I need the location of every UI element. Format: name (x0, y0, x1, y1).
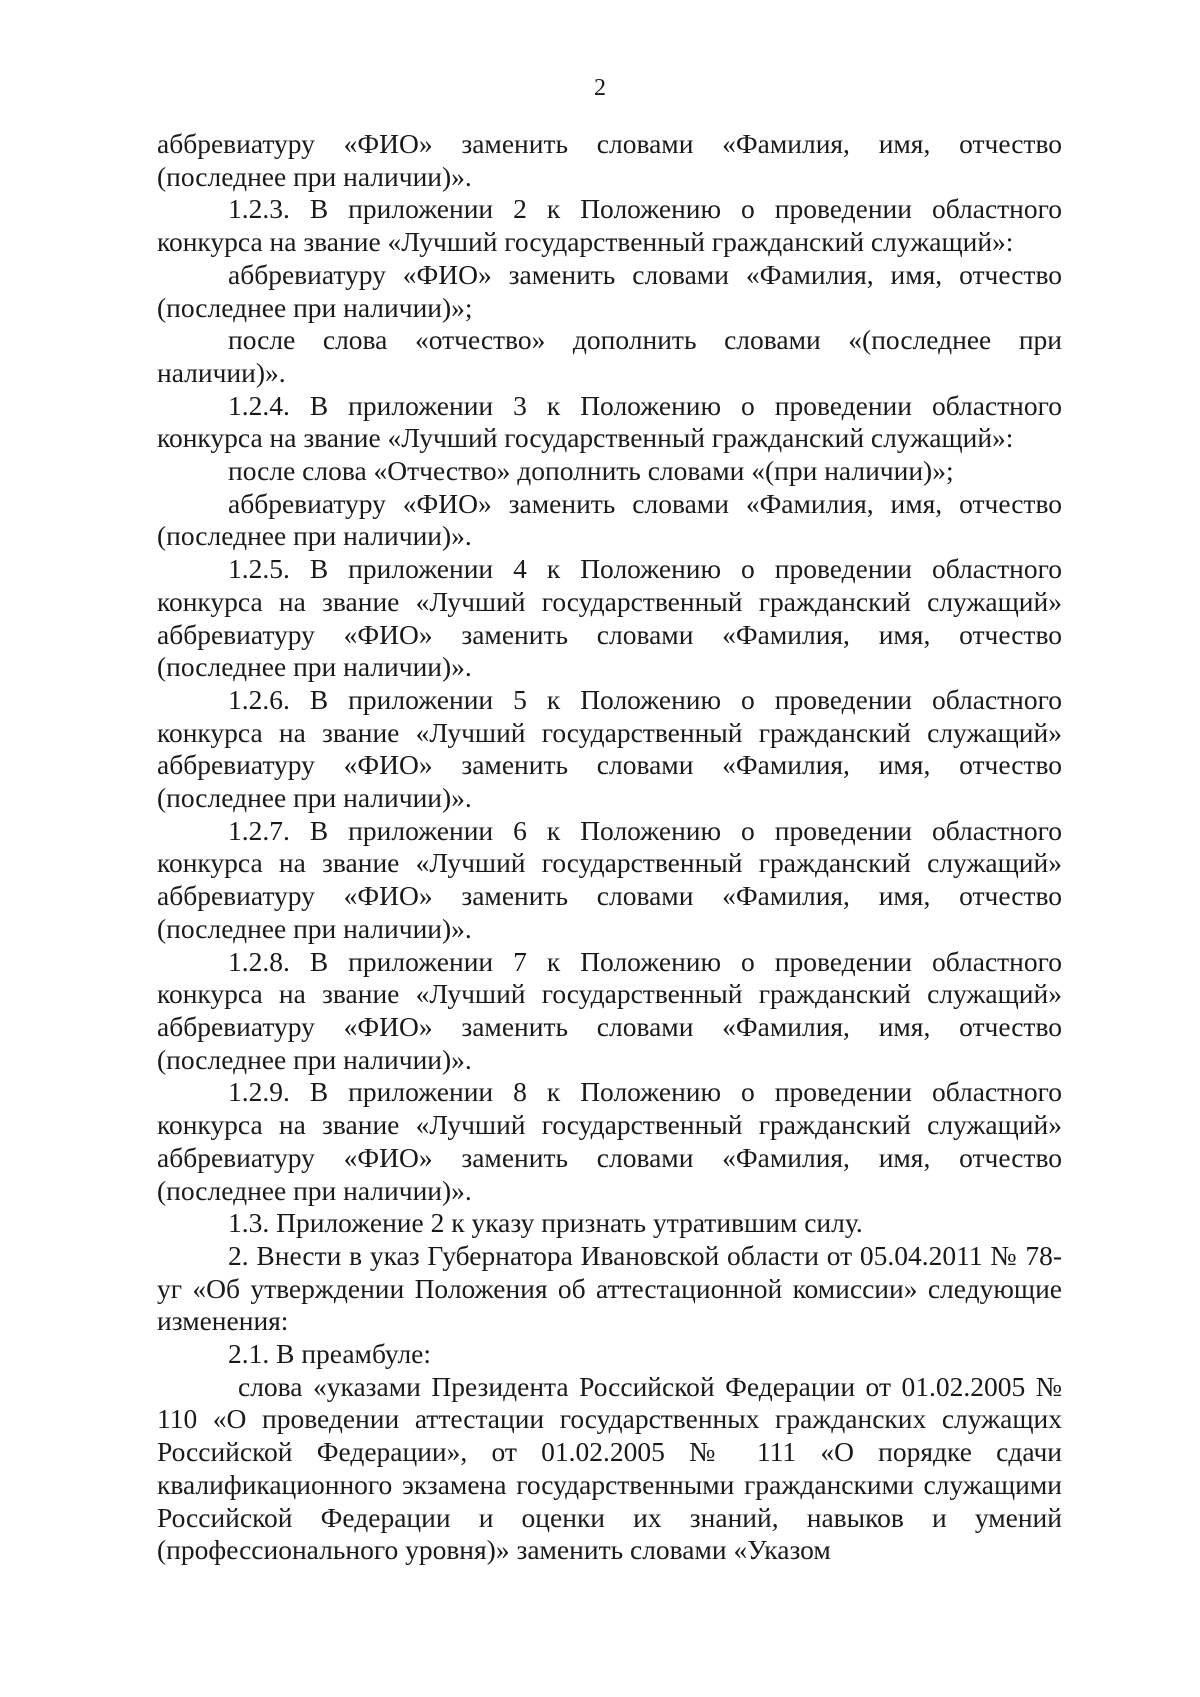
paragraph-1-2-4: 1.2.4. В приложении 3 к Положению о проведении областного конкурса на звание «Лучший государственный гражданский служащий»: (157, 389, 1062, 454)
paragraph-abbreviation-fio: аббревиатуру «ФИО» заменить словами «Фамилия, имя, отчество (последнее при наличии)»; (157, 258, 1062, 323)
page-number: 2 (594, 75, 606, 101)
paragraph-after-otchestvo-capital: после слова «Отчество» дополнить словами «(при наличии)»; (228, 455, 954, 487)
paragraph-1: аббревиатуру «ФИО» заменить словами «Фамилия, имя, отчество (последнее при наличии)». (157, 128, 1062, 192)
paragraph-1-2-3: 1.2.3. В приложении 2 к Положению о проведении областного конкурса на звание «Лучший государственный гражданский служащий»: (157, 193, 1062, 258)
paragraph-1-2-5: 1.2.5. В приложении 4 к Положению о проведении областного конкурса на звание «Лучший государственный гражданский служащий» аббревиатуру «ФИО» заменить словами «Фамилия, имя, отчество (последнее при наличии)». (157, 553, 1062, 683)
paragraph-1-2-8: 1.2.8. В приложении 7 к Положению о проведении областного конкурса на звание «Лучший государственный гражданский служащий» аббревиатуру «ФИО» заменить словами «Фамилия, имя, отчество (последнее при наличии)». (157, 945, 1062, 1075)
paragraph-1-2-7: 1.2.7. В приложении 6 к Положению о проведении областного конкурса на звание «Лучший государственный гражданский служащий» аббревиатуру «ФИО» заменить словами «Фамилия, имя, отчество (последнее при наличии)». (157, 814, 1062, 944)
paragraph-abbreviation-fio-2: аббревиатуру «ФИО» заменить словами «Фамилия, имя, отчество (последнее при наличии)». (157, 487, 1062, 552)
paragraph-1-2-6: 1.2.6. В приложении 5 к Положению о проведении областного конкурса на звание «Лучший государственный гражданский служащий» аббревиатуру «ФИО» заменить словами «Фамилия, имя, отчество (последнее при наличии)». (157, 683, 1062, 814)
paragraph-preamble-words: слова «указами Президента Российской Федерации от 01.02.2005 № 110 «О проведении аттестации государственных гражданских служащих Российской Федерации», от 01.02.2005 № 111 «О порядке сдачи квалификационного экзамена государственными гражданскими служащими Российской Федерации и оценки их знаний, навыков и умений (профессионального уровня)» заменить словами «Указом (157, 1370, 1062, 1566)
document-body (157, 128, 1062, 1567)
paragraph-1-2-9: 1.2.9. В приложении 8 к Положению о проведении областного конкурса на звание «Лучший государственный гражданский служащий» аббревиатуру «ФИО» заменить словами «Фамилия, имя, отчество (последнее при наличии)». (157, 1076, 1062, 1206)
paragraph-2-1: 2.1. В преамбуле: (228, 1338, 432, 1370)
paragraph-2: 2. Внести в указ Губернатора Ивановской области от 05.04.2011 № 78-уг «Об утверждении Положения об аттестационной комиссии» следующие изменения: (157, 1239, 1062, 1337)
paragraph-1-3: 1.3. Приложение 2 к указу признать утратившим силу. (228, 1207, 863, 1239)
paragraph-after-otchestvo: после слова «отчество» дополнить словами «(последнее при наличии)». (157, 324, 1062, 388)
